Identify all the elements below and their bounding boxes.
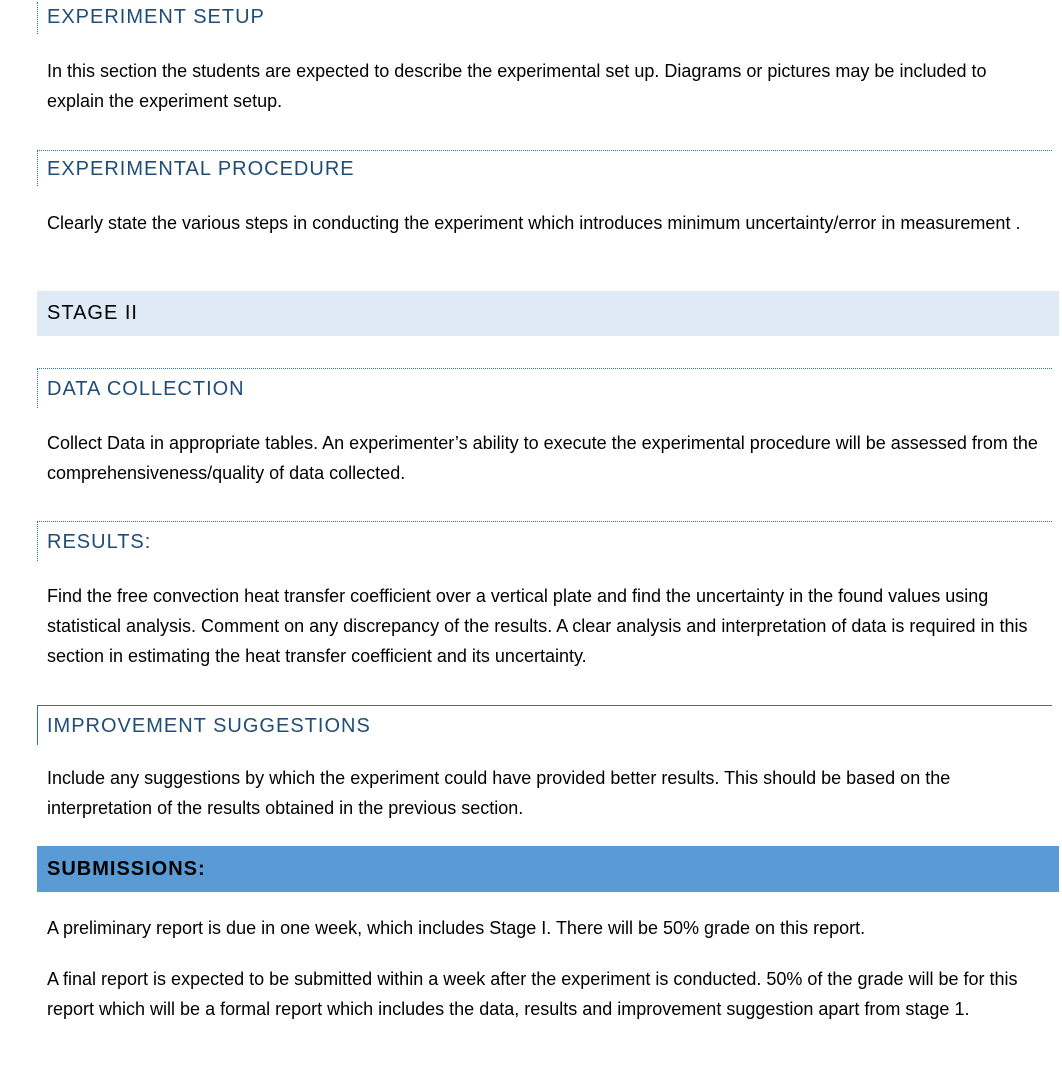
section-band-stage-ii xyxy=(37,291,1059,336)
paragraph-data-collection: Collect Data in appropriate tables. An experimenter’s ability to execute the experimental procedure will be assessed from the comprehensiveness/quality of data collected. xyxy=(47,433,1038,483)
submissions-title: SUBMISSIONS: xyxy=(47,857,206,880)
paragraph-results: Find the free convection heat transfer coefficient over a vertical plate and find the uncertainty in the found values using statistical analysis. Comment on any discrepancy of the results. A clear analysis and interpretation of data is required in this section in estimating the heat transfer coefficient and its uncertainty. xyxy=(47,586,1028,666)
heading-results: RESULTS: xyxy=(37,521,1052,561)
paragraph-improvement-suggestions: Include any suggestions by which the experiment could have provided better results. This should be based on the interpretation of the results obtained in the previous section. xyxy=(47,768,951,818)
heading-experimental-procedure: EXPERIMENTAL PROCEDURE xyxy=(37,150,1052,186)
heading-improvement-suggestions: IMPROVEMENT SUGGESTIONS xyxy=(37,705,1052,745)
paragraph-submissions-final: A final report is expected to be submitted within a week after the experiment is conducted. 50% of the grade will be for this report which will be a formal report which includes the data, results and improvement suggestion apart from stage 1. xyxy=(47,969,1018,1019)
paragraph-experimental-procedure: Clearly state the various steps in conducting the experiment which introduces minimum uncertainty/error in measurement . xyxy=(47,213,1021,233)
section-band-submissions xyxy=(37,846,1059,892)
heading-experiment-setup: EXPERIMENT SETUP xyxy=(37,2,1052,34)
stage-ii-title: STAGE II xyxy=(47,302,138,324)
paragraph-experiment-setup: In this section the students are expected to describe the experimental set up. Diagrams or pictures may be included to explain the experiment setup. xyxy=(47,61,987,111)
paragraph-submissions-preliminary: A preliminary report is due in one week, which includes Stage I. There will be 50% grade on this report. xyxy=(47,918,866,938)
heading-data-collection: DATA COLLECTION xyxy=(37,368,1052,408)
